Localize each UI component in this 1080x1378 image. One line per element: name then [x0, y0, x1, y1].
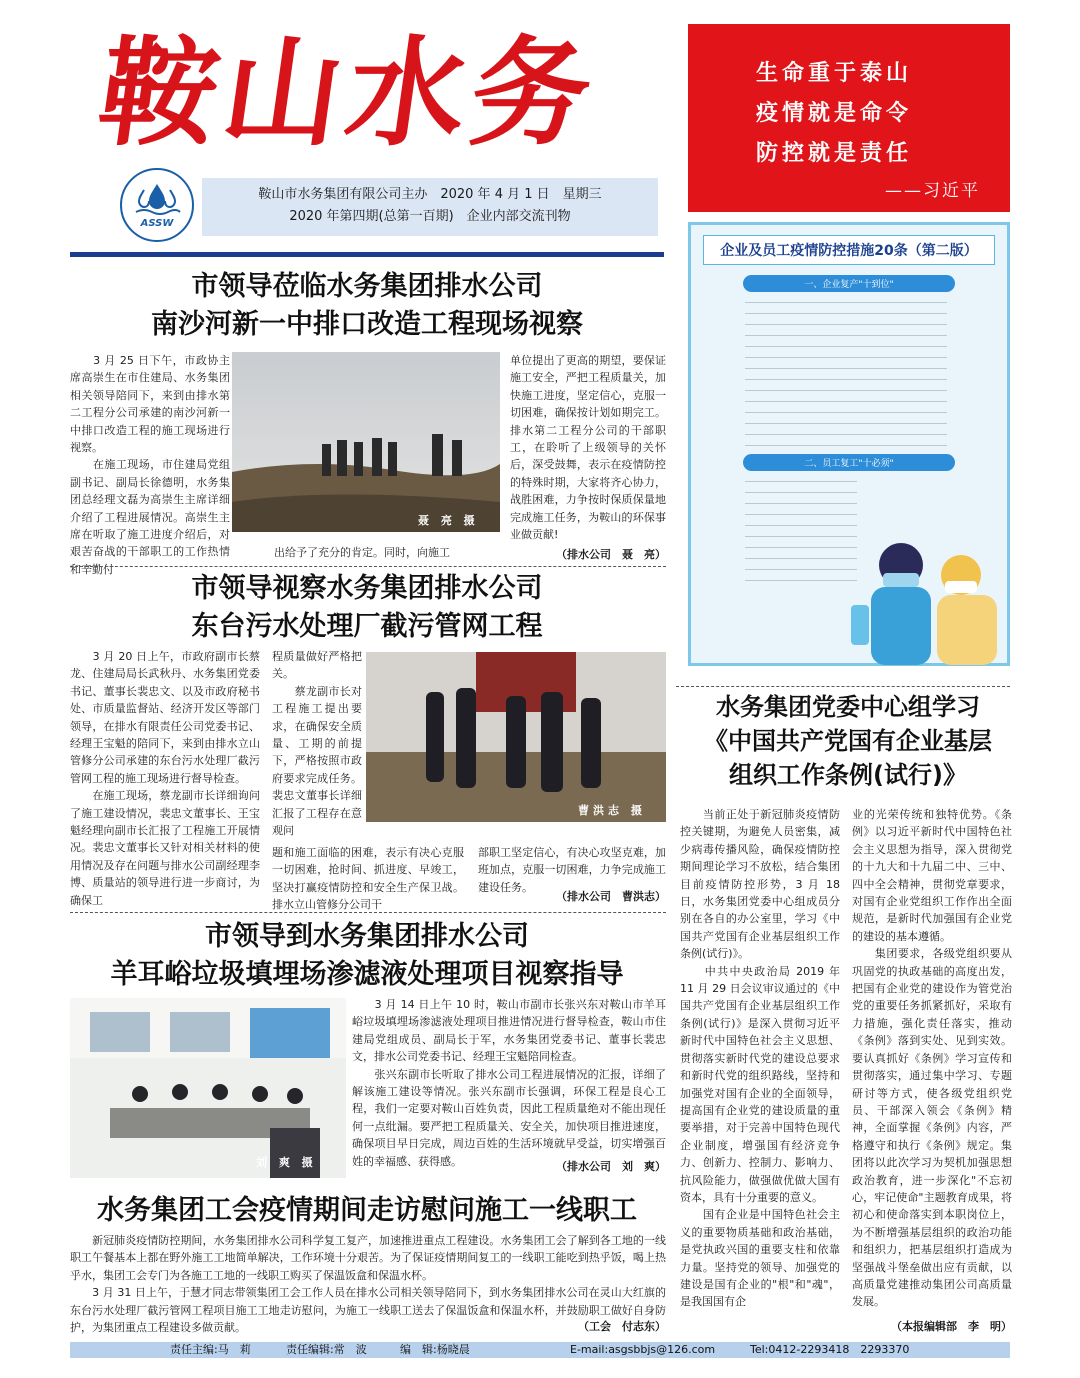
article-3-title-line-1: 市领导到水务集团排水公司 [205, 921, 529, 952]
article-1-title-line-1: 市领导莅临水务集团排水公司 [191, 271, 543, 302]
article-2-column-1: 3 月 20 日上午，市政府副市长蔡龙、住建局局长武秋丹、水务集团党委书记、董事长裴忠文、以及市政府秘书处、市质量监督站、经济开发区等部门领导，在排水有限责任公司党委书记、经理王宝魁的陪同下，来到由排水立山管修分公司承建的东台污水处理厂截污管网工程的施工现场进行督导检查。 在施工现场，蔡龙副市长详细询问了施工建设情况，裴忠文董事长、王宝魁经理向副市长汇报了工程施工开展情况。裴忠文董事长又针对相关材料的使用情况及存在问题与排水公司副经理李博、质量站的领导进行进一步商讨，为确保工 [70, 650, 260, 907]
footer-editor-in-chief: 责任主编:马 莉 [170, 1343, 251, 1356]
water-drop-icon [132, 182, 182, 216]
article-1-column-1: 3 月 25 日下午，市政协主席高崇生在市住建局、水务集团相关领导陪同下，来到由排水第二工程分公司承建的南沙河新一中排口改造工程的施工现场进行视察。 在施工现场，市住建局党组副书记、副局长徐德明，水务集团总经理文磊为高崇生主席详细介绍了工程进展情况。高崇生主席在听取了施工进度介绍后，对艰苦奋战的干部职工的工作热情和辛勤付 [70, 354, 230, 576]
footer-bar [70, 1342, 1010, 1358]
article-5-title-line-3: 组织工作条例(试行)》 [729, 761, 967, 789]
info-line-2: 2020 年第四期(总第一百期) 企业内部交流刊物 [289, 209, 571, 224]
article-2-text-under: 题和施工面临的困难，表示有决心克服一切困难，抢时间、抓进度、早竣工，坚决打赢疫情防控和安全生产保卫战。排水立山管修分公司干 [272, 846, 464, 912]
footer-tel: Tel:0412-2293418 2293370 [750, 1343, 910, 1356]
meeting-room-photo [70, 998, 346, 1178]
article-2-title-line-1: 市领导视察水务集团排水公司 [191, 573, 543, 604]
article-2-title-line-2: 东台污水处理厂截污管网工程 [191, 611, 543, 642]
photo-caption: 聂 亮 摄 [418, 514, 479, 527]
masthead-title: 鞍山水务 [90, 23, 606, 162]
site-inspection-photo [366, 652, 666, 822]
article-2-title [70, 570, 664, 646]
info-line-1: 鞍山市水务集团有限公司主办 2020 年 4 月 1 日 星期三 [258, 187, 602, 202]
construction-site-photo [232, 352, 500, 532]
quote-line: 疫情就是命令 [756, 101, 913, 126]
divider [70, 566, 666, 567]
medical-workers-illustration [841, 525, 1007, 665]
article-1-credit: （排水公司 聂 亮） [556, 548, 666, 561]
article-2-credit: （排水公司 曹洪志） [556, 890, 666, 903]
article-4-title: 水务集团工会疫情期间走访慰问施工一线职工 [97, 1195, 637, 1226]
quote-line: 生命重于泰山 [756, 61, 913, 86]
divider [676, 686, 1010, 687]
divider [70, 912, 666, 913]
article-4-credit: （工会 付志东） [578, 1320, 666, 1333]
article-2-column-3: 部职工坚定信心，有决心攻坚克难，加班加点，克服一切困难，力争完成施工建设任务。 [478, 846, 666, 894]
article-5-title-line-1: 水务集团党委中心组学习 [716, 693, 980, 721]
footer-email: E-mail:asgsbbjs@126.com [570, 1343, 716, 1356]
article-2-photo [366, 652, 666, 822]
article-5-credit: （本报编辑部 李 明） [891, 1320, 1012, 1333]
quote-line: 防控就是责任 [756, 141, 913, 166]
photo-caption: 刘 爽 摄 [256, 1156, 317, 1169]
poster-text-block [745, 296, 947, 446]
article-5-title [676, 690, 1020, 792]
poster-title: 企业及员工疫情防控措施20条（第二版） [703, 235, 995, 265]
article-3-body: 3 月 14 日上午 10 时，鞍山市副市长张兴东对鞍山市羊耳峪垃圾填埋场渗滤液处理项目推进情况进行督导检查，鞍山市住建局党组成员、副局长于军，水务集团党委书记、董事长裴忠文，排水公司党委书记、经理王宝魁陪同检查。 张兴东副市长听取了排水公司工程进展情况的汇报，详细了解该施工建设等情况。张兴东副市长强调，环保工程是良心工程，我们一定要对鞍山百姓负责，因此工程质量绝对不能出现任何一点纰漏。要严把工程质量关、安全关，加快项目推进速度，确保项目早日完成，周边百姓的生活环境就早受益，切实增强百姓的幸福感、获得感。 [352, 998, 666, 1168]
article-1-text-under-photo: 出给予了充分的肯定。同时，向施工 [274, 546, 450, 559]
footer-duty-editor: 责任编辑:常 波 [286, 1343, 367, 1356]
article-5-column-1: 当前正处于新冠肺炎疫情防控关键期，为避免人员密集，减少病毒传播风险，确保疫情防控期间理论学习不放松，结合集团目前疫情防控形势，3 月 18 日，水务集团党委中心组成员分别在各自的办公室里，学习《中国共产党国有企业基层组织工作条例(试行)》。 中共中央政治局 2019 年 11 月 29 日会议审议通过的《中国共产党国有企业基层组织工作条例(试行)》是深入贯彻习近平新时代中国特色社会主义思想、贯彻落实新时代党的建设总要求和新时代党的组织路线，坚持和加强党对国有企业的全面领导，提高国有企业党的建设质量的重要举措，对于完善中国特色现代企业制度，增强国有经济竞争力、创新力、控制力、影响力、抗风险能力，做强做优做大国有资本，具有十分重要的意义。 国有企业是中国特色社会主义的重要物质基础和政治基础，是党执政兴国的重要支柱和依靠力量。坚持党的领导、加强党的建设是国有企业的"根"和"魂"，是我国国有企 [680, 808, 840, 1309]
epidemic-poster [688, 222, 1010, 666]
article-3-title [70, 918, 664, 994]
article-3-title-line-2: 羊耳峪垃圾填埋场渗滤液处理项目视察指导 [110, 959, 624, 990]
logo [120, 168, 194, 242]
footer-editor: 编 辑:杨晓晨 [400, 1343, 470, 1356]
logo-abbr: ASSW [140, 217, 174, 229]
article-4-body: 新冠肺炎疫情防控期间，水务集团排水公司科学复工复产，加速推进重点工程建设。水务集团工会了解到各工地的一线职工午餐基本上都在野外施工工地简单解决，工作环境十分艰苦。为了保证疫情期间复工的一线职工能吃到热乎饭，喝上热乎水，集团工会专门为各施工工地的一线职工购买了保温饭盒和保温水杯。 3 月 31 日上午，于慧才同志带领集团工会工作人员在排水公司相关领导陪同下，到水务集团排水公司在灵山大红旗的东台污水处理厂截污管网工程项目施工工地走访慰问，为施工一线职工送去了保温饭盒和保温水杯，并鼓励职工做好自身防护，为集团重点工程建设多做贡献。 [70, 1234, 666, 1335]
article-3-credit: （排水公司 刘 爽） [556, 1160, 666, 1173]
article-5-column-2: 业的光荣传统和独特优势。《条例》以习近平新时代中国特色社会主义思想为指导，深入贯彻党的十九大和十九届二中、三中、四中全会精神，贯彻党章要求，对国有企业党组织工作作出全面规范，是新时代加强国有企业党的建设的基本遵循。 集团要求，各级党组织要从巩固党的执政基础的高度出发，把国有企业党的建设作为管党治党的重要任务抓紧抓好，采取有力措施，强化责任落实，推动《条例》落到实处、见到实效。要认真抓好《条例》学习宣传和贯彻落实，通过集中学习、专题研讨等方式，使各级党组织党员、干部深入领会《条例》精神，全面掌握《条例》内容，严格遵守和执行《条例》规定。集团将以此次学习为契机加强思想政治教育，进一步深化"不忘初心，牢记使命"主题教育成果，将初心和使命落实到本职岗位上，为不断增强基层组织的政治功能和组织力，把基层组织打造成为坚强战斗堡垒做出应有贡献，以高质量党建推动集团公司高质量发展。 [852, 808, 1012, 1309]
article-1-title [70, 268, 664, 344]
article-2-column-2: 程质量做好严格把关。 蔡龙副市长对工程施工提出要求，在确保安全质量、工期的前提下，严格按照市政府要求完成任务。裴忠文董事长详细汇报了工程存在意观问 [272, 650, 362, 838]
poster-section-1: 一、企业复产"十到位" [743, 275, 955, 292]
masthead-rule [70, 252, 664, 257]
photo-caption: 曹洪志 摄 [578, 804, 646, 817]
article-1-photo [232, 352, 500, 532]
publication-info [202, 178, 658, 236]
poster-section-2: 二、员工复工"十必须" [743, 454, 955, 471]
article-1-column-3: 单位提出了更高的期望，要保证施工安全，严把工程质量关，加快施工进度，坚定信心，克服一切困难，确保按计划如期完工。排水第二工程分公司的干部职工，在聆听了上级领导的关怀后，深受鼓舞，表示在疫情防控的特殊时期，大家将齐心协力，战胜困难，力争按时保质保量地完成施工任务，为鞍山的环保事业做贡献! [510, 354, 666, 542]
article-1-title-line-2: 南沙河新一中排口改造工程现场视察 [151, 309, 583, 340]
article-3-photo [70, 998, 346, 1178]
article-5-title-line-2: 《中国共产党国有企业基层 [704, 727, 992, 755]
quote-author: ——习近平 [885, 181, 980, 201]
quote-box [688, 24, 1010, 212]
